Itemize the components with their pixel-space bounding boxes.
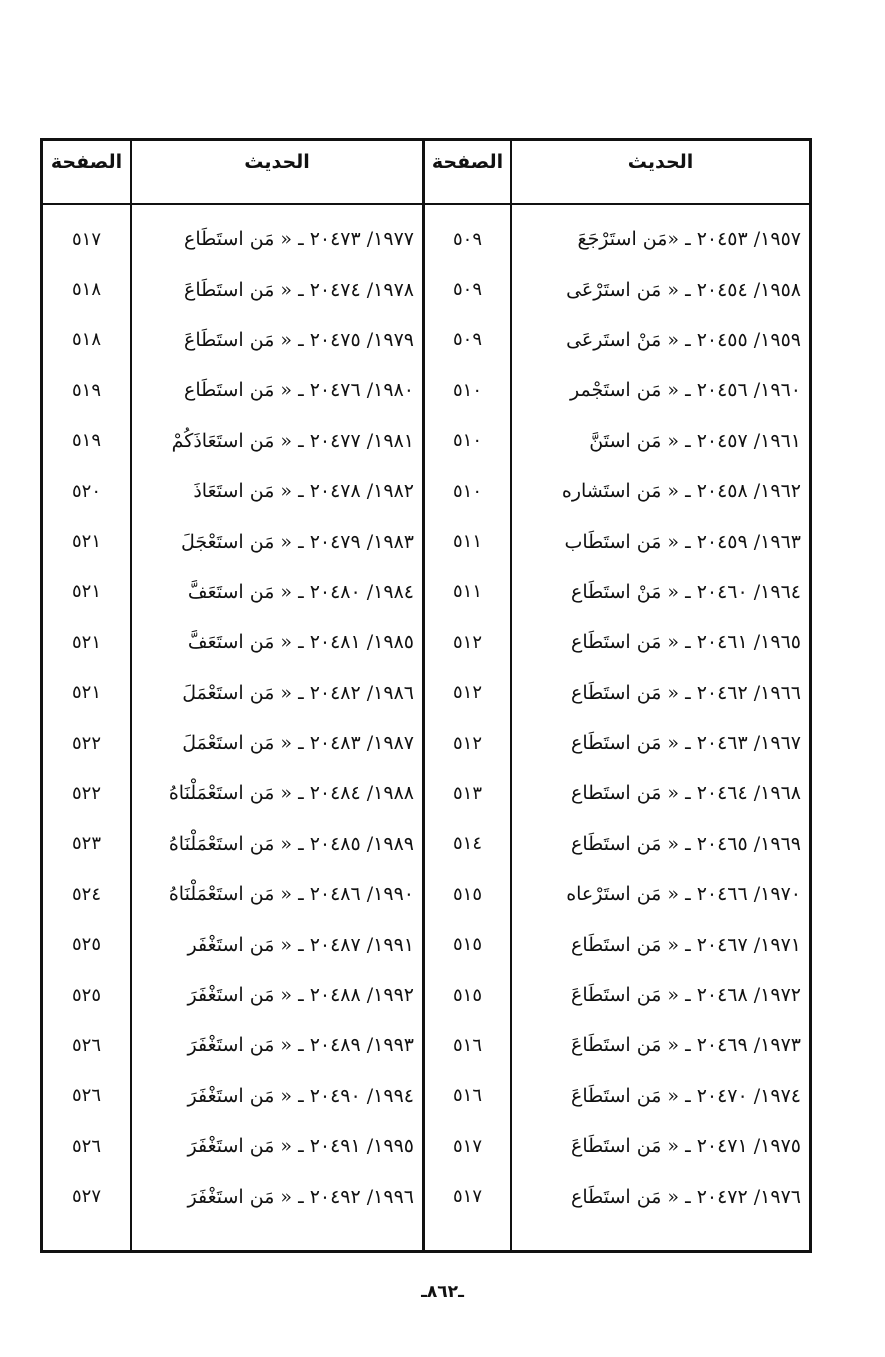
page-ref: ٥٢٦ bbox=[72, 1034, 102, 1056]
hadith-entry: ١٩٨٦/ ٢٠٤٨٢ ـ « مَن استَعْمَلَ bbox=[182, 681, 414, 704]
hadith-entry: ١٩٥٧/ ٢٠٤٥٣ ـ «مَن استَرْجَعَ bbox=[577, 228, 801, 251]
hadith-entry: ١٩٨٧/ ٢٠٤٨٣ ـ « مَن استَعْمَلَ bbox=[182, 732, 414, 755]
left-hadith-header: الحديث bbox=[132, 141, 422, 205]
page-ref: ٥٢٣ bbox=[72, 833, 102, 855]
hadith-entry: ١٩٨٠/ ٢٠٤٧٦ ـ « مَن استَطَاع bbox=[184, 379, 414, 402]
page-ref: ٥١٣ bbox=[453, 782, 483, 804]
hadith-entry: ١٩٨٤/ ٢٠٤٨٠ ـ « مَن استَعَفَّ bbox=[187, 580, 414, 603]
hadith-entry: ١٩٧٦/ ٢٠٤٧٢ ـ « مَن استَطَاع bbox=[571, 1185, 801, 1208]
page-ref: ٥١١ bbox=[453, 531, 483, 553]
hadith-entry: ١٩٦٠/ ٢٠٤٥٦ ـ « مَن استَجْمر bbox=[570, 379, 801, 402]
left-hadith-rows bbox=[132, 205, 422, 1222]
page-ref: ٥٢١ bbox=[72, 531, 102, 553]
page-ref: ٥٢١ bbox=[72, 682, 102, 704]
hadith-entry: ١٩٩٠/ ٢٠٤٨٦ ـ « مَن استَعْمَلْنَاهُ bbox=[168, 883, 414, 906]
page-ref: ٥٢١ bbox=[72, 581, 102, 603]
left-page-header: الصفحة bbox=[43, 141, 130, 205]
hadith-entry: ١٩٨٥/ ٢٠٤٨١ ـ « مَن استَعَفَّ bbox=[187, 631, 414, 654]
hadith-entry: ١٩٧٧/ ٢٠٤٧٣ ـ « مَن استَطَاع bbox=[184, 228, 414, 251]
hadith-entry: ١٩٦٩/ ٢٠٤٦٥ ـ « مَن استَطَاع bbox=[571, 832, 801, 855]
page-ref: ٥٢٥ bbox=[72, 984, 102, 1006]
page-ref: ٥١٢ bbox=[453, 631, 483, 653]
hadith-entry: ١٩٧٠/ ٢٠٤٦٦ ـ « مَن استَرْعاه bbox=[566, 883, 801, 906]
left-page-column bbox=[43, 141, 130, 1250]
page-ref: ٥١٦ bbox=[453, 1085, 483, 1107]
page-number: ـ٨٦٢ـ bbox=[421, 1282, 464, 1302]
page-ref: ٥١٧ bbox=[453, 1186, 483, 1208]
page-ref: ٥١٩ bbox=[72, 379, 102, 401]
hadith-entry: ١٩٦٢/ ٢٠٤٥٨ ـ « مَن استَشاره bbox=[561, 480, 801, 503]
hadith-entry: ١٩٧٤/ ٢٠٤٧٠ ـ « مَن استَطَاعَ bbox=[571, 1084, 801, 1107]
left-page-rows bbox=[43, 205, 130, 1222]
hadith-entry: ١٩٩١/ ٢٠٤٨٧ ـ « مَن استَغْفَر bbox=[187, 933, 414, 956]
page-ref: ٥٢٤ bbox=[72, 883, 102, 905]
page-ref: ٥١٨ bbox=[72, 329, 102, 351]
hadith-entry: ١٩٧٩/ ٢٠٤٧٥ ـ « مَن استَطَاعَ bbox=[184, 328, 414, 351]
page-ref: ٥٠٩ bbox=[453, 228, 483, 250]
page-ref: ٥٢٢ bbox=[72, 782, 102, 804]
hadith-entry: ١٩٨٩/ ٢٠٤٨٥ ـ « مَن استَعْمَلْنَاهُ bbox=[168, 832, 414, 855]
page-ref: ٥١٢ bbox=[453, 682, 483, 704]
hadith-entry: ١٩٥٨/ ٢٠٤٥٤ ـ « مَن استَرْعَى bbox=[566, 278, 801, 301]
hadith-entry: ١٩٥٩/ ٢٠٤٥٥ ـ « مَنْ استَرعَى bbox=[566, 328, 801, 351]
page-ref: ٥١١ bbox=[453, 581, 483, 603]
right-page-rows bbox=[425, 205, 510, 1222]
hadith-entry: ١٩٧٢/ ٢٠٤٦٨ ـ « مَن استَطَاعَ bbox=[571, 984, 801, 1007]
page-ref: ٥٠٩ bbox=[453, 329, 483, 351]
page-ref: ٥١٤ bbox=[453, 833, 483, 855]
right-page-header: الصفحة bbox=[425, 141, 510, 205]
page-ref: ٥٢١ bbox=[72, 631, 102, 653]
hadith-entry: ١٩٦٣/ ٢٠٤٥٩ ـ « مَن استَطَاب bbox=[564, 530, 801, 553]
page-ref: ٥٢٦ bbox=[72, 1135, 102, 1157]
left-hadith-column bbox=[130, 141, 422, 1250]
page-ref: ٥١٢ bbox=[453, 732, 483, 754]
page-ref: ٥١٠ bbox=[453, 430, 483, 452]
hadith-entry: ١٩٦٧/ ٢٠٤٦٣ ـ « مَن استَطَاع bbox=[571, 732, 801, 755]
page-ref: ٥٢٧ bbox=[72, 1186, 102, 1208]
page-ref: ٥١٩ bbox=[72, 430, 102, 452]
page-ref: ٥١٧ bbox=[453, 1135, 483, 1157]
page-ref: ٥١٥ bbox=[453, 934, 483, 956]
page-ref: ٥١٠ bbox=[453, 379, 483, 401]
hadith-entry: ١٩٧١/ ٢٠٤٦٧ ـ « مَن استَطَاع bbox=[571, 933, 801, 956]
hadith-entry: ١٩٦١/ ٢٠٤٥٧ ـ « مَن استَنَّ bbox=[589, 429, 801, 452]
hadith-entry: ١٩٦٨/ ٢٠٤٦٤ ـ « مَن استَطاع bbox=[571, 782, 801, 805]
right-page-column bbox=[422, 141, 510, 1250]
page-ref: ٥٢٠ bbox=[72, 480, 102, 502]
page-ref: ٥١٦ bbox=[453, 1034, 483, 1056]
hadith-entry: ١٩٧٣/ ٢٠٤٦٩ ـ « مَن استَطَاعَ bbox=[571, 1034, 801, 1057]
hadith-entry: ١٩٩٥/ ٢٠٤٩١ ـ « مَن استَغْفَرَ bbox=[187, 1135, 414, 1158]
hadith-entry: ١٩٦٤/ ٢٠٤٦٠ ـ « مَنْ استَطَاع bbox=[571, 580, 801, 603]
hadith-entry: ١٩٨٢/ ٢٠٤٧٨ ـ « مَن استَعَاذَ bbox=[193, 480, 414, 503]
hadith-entry: ١٩٩٦/ ٢٠٤٩٢ ـ « مَن استَغْفَرَ bbox=[187, 1185, 414, 1208]
page-ref: ٥٢٢ bbox=[72, 732, 102, 754]
hadith-entry: ١٩٧٥/ ٢٠٤٧١ ـ « مَن استَطَاعَ bbox=[571, 1135, 801, 1158]
hadith-entry: ١٩٨٨/ ٢٠٤٨٤ ـ « مَن استَعْمَلْنَاهُ bbox=[168, 782, 414, 805]
page-ref: ٥٠٩ bbox=[453, 279, 483, 301]
page-ref: ٥١٥ bbox=[453, 883, 483, 905]
right-hadith-column bbox=[510, 141, 809, 1250]
page-ref: ٥٢٥ bbox=[72, 934, 102, 956]
hadith-index-table bbox=[40, 138, 812, 1253]
hadith-entry: ١٩٨١/ ٢٠٤٧٧ ـ « مَن استَعَاذَكُمْ bbox=[171, 429, 414, 452]
hadith-entry: ١٩٩٢/ ٢٠٤٨٨ ـ « مَن استَغْفَرَ bbox=[187, 984, 414, 1007]
hadith-entry: ١٩٦٦/ ٢٠٤٦٢ ـ « مَن استَطَاع bbox=[571, 681, 801, 704]
hadith-entry: ١٩٩٤/ ٢٠٤٩٠ ـ « مَن استَغْفَرَ bbox=[187, 1084, 414, 1107]
hadith-entry: ١٩٨٣/ ٢٠٤٧٩ ـ « مَن استَعْجَلَ bbox=[180, 530, 414, 553]
page-ref: ٥٢٦ bbox=[72, 1085, 102, 1107]
right-hadith-header: الحديث bbox=[512, 141, 809, 205]
page-ref: ٥١٠ bbox=[453, 480, 483, 502]
page-ref: ٥١٧ bbox=[72, 228, 102, 250]
hadith-entry: ١٩٧٨/ ٢٠٤٧٤ ـ « مَن استَطَاعَ bbox=[184, 278, 414, 301]
hadith-entry: ١٩٩٣/ ٢٠٤٨٩ ـ « مَن استَغْفَرَ bbox=[187, 1034, 414, 1057]
page-ref: ٥١٥ bbox=[453, 984, 483, 1006]
hadith-entry: ١٩٦٥/ ٢٠٤٦١ ـ « مَن استَطَاع bbox=[571, 631, 801, 654]
right-hadith-rows bbox=[512, 205, 809, 1222]
page-ref: ٥١٨ bbox=[72, 279, 102, 301]
